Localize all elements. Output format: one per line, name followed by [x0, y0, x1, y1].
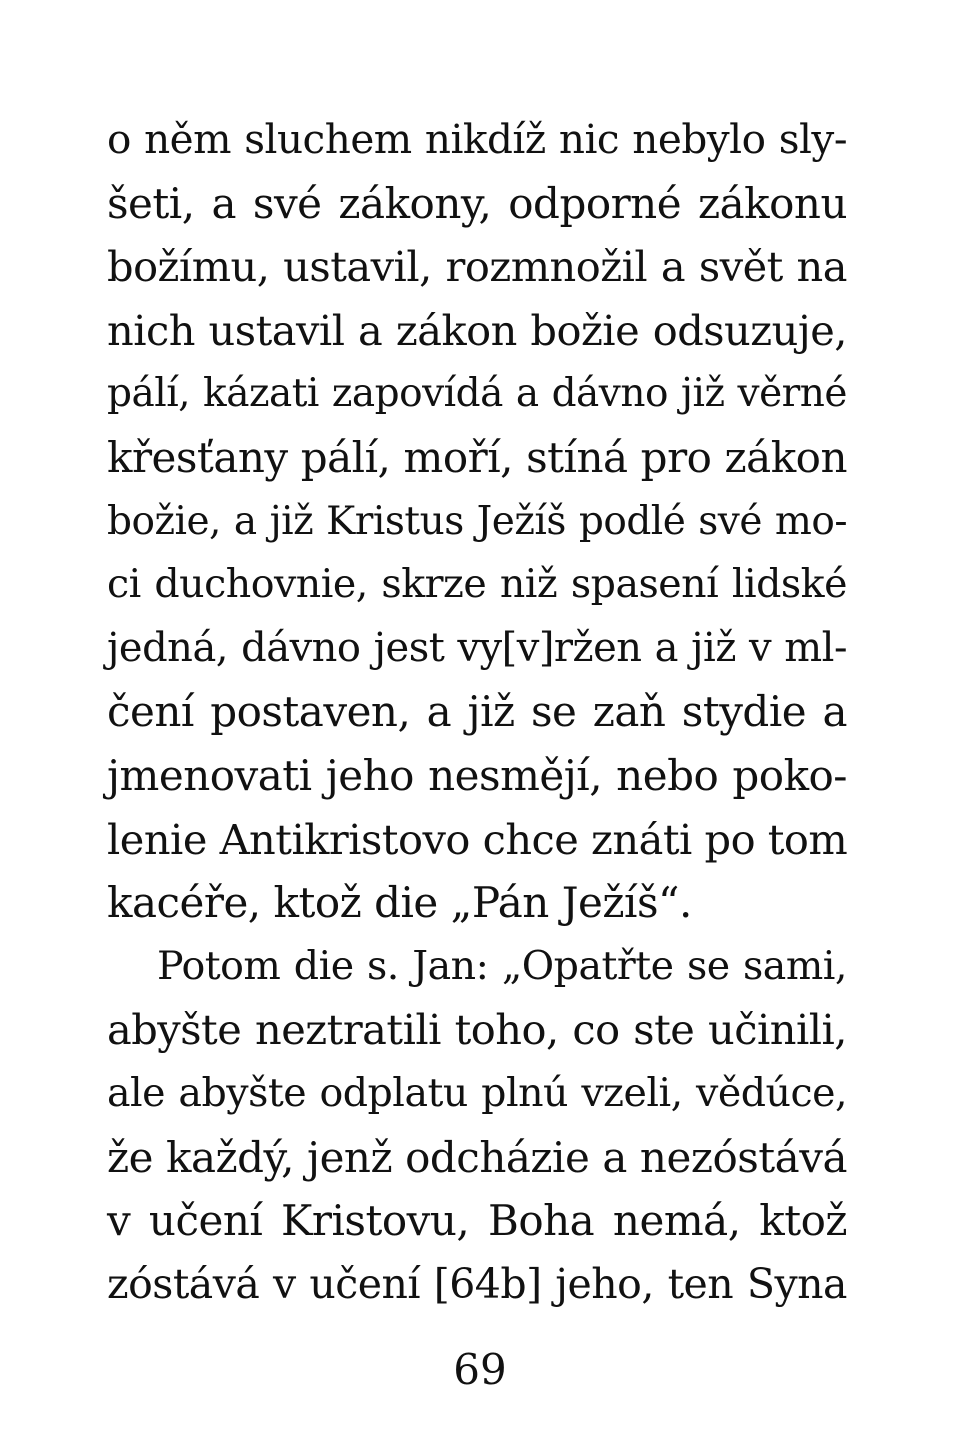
text-line: nich ustavil a zákon božie odsuzuje, — [107, 305, 847, 355]
text-line: ci duchovnie, skrze niž spasení lidské — [107, 561, 847, 608]
page-number: 69 — [453, 1345, 507, 1394]
text-line: pálí, kázati zapovídá a dávno již věrné — [107, 371, 847, 417]
text-line: zóstává v učení [64b] jeho, ten Syna — [107, 1259, 847, 1308]
text-line: božímu, ustavil, rozmnožil a svět na — [107, 242, 847, 292]
text-line: kacéře, ktož die „Pán Ježíš“. — [107, 878, 692, 928]
text-line: o něm sluchem nikdíž nic nebylo sly- — [107, 115, 847, 163]
text-line: Potom die s. Jan: „Opatřte se sami, — [157, 942, 847, 989]
text-line: čení postaven, a již se zaň stydie a — [107, 687, 847, 737]
text-line: ale abyšte odplatu plnú vzeli, vědúce, — [107, 1069, 847, 1116]
text-line: jmenovati jeho nesmějí, nebo poko- — [107, 750, 847, 800]
text-line: abyšte neztratili toho, co ste učinili, — [107, 1005, 847, 1055]
text-line: lenie Antikristovo chce znáti po tom — [107, 814, 848, 864]
text-line: šeti, a své zákony, odporné zákonu — [107, 178, 847, 228]
text-line: jedná, dávno jest vy[v]ržen a již v ml- — [107, 624, 847, 671]
text-line: v učení Kristovu, Boha nemá, ktož — [107, 1196, 847, 1246]
body-text — [107, 108, 847, 1316]
text-line: že každý, jenž odcházie a nezóstává — [107, 1132, 847, 1182]
text-line: božie, a již Kristus Ježíš podlé své mo- — [107, 498, 847, 544]
text-line: křesťany pálí, moří, stíná pro zákon — [107, 432, 847, 482]
